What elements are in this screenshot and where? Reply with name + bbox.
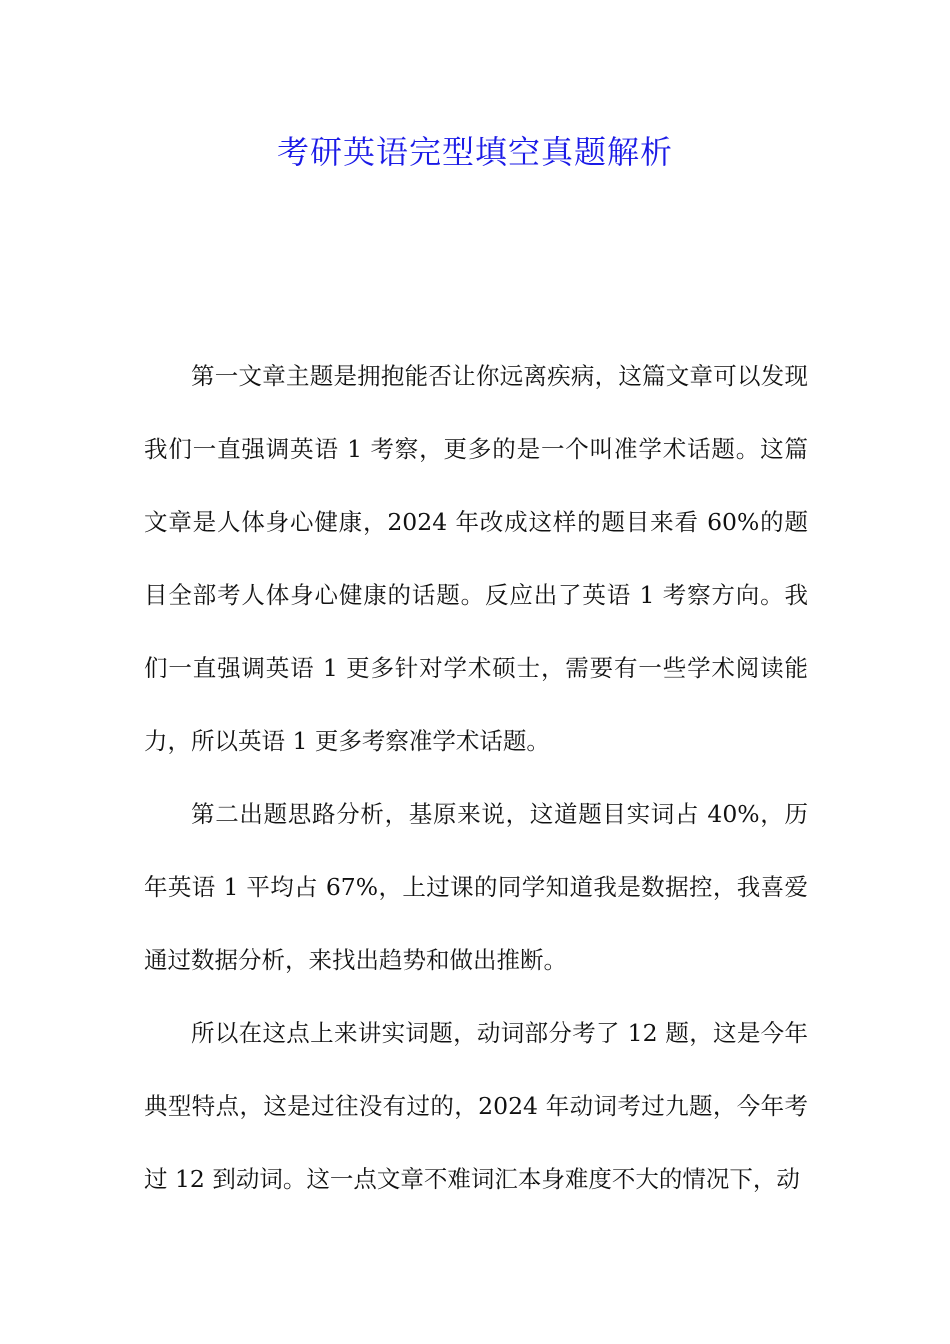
paragraph-2: 第二出题思路分析，基原来说，这道题目实词占 40%，历年英语 1 平均占 67%，上过课的同学知道我是数据控，我喜爱通过数据分析，来找出趋势和做出推断。 [144,800,808,974]
document-body [144,340,808,1216]
paragraph-1: 第一文章主题是拥抱能否让你远离疾病，这篇文章可以发现我们一直强调英语 1 考察，更多的是一个叫准学术话题。这篇文章是人体身心健康，2024 年改成这样的题目来看 60%的题目全部考人体身心健康的话题。反应出了英语 1 考察方向。我们一直强调英语 1 更多针对学术硕士，需要有一些学术阅读能力，所以英语 1 更多考察准学术话题。 [144,362,808,755]
paragraph-3: 所以在这点上来讲实词题，动词部分考了 12 题，这是今年典型特点，这是过往没有过的，2024 年动词考过九题，今年考过 12 到动词。这一点文章不难词汇本身难度不大的情况下，动 [144,1019,808,1193]
document-title: 考研英语完型填空真题解析 [276,133,673,171]
